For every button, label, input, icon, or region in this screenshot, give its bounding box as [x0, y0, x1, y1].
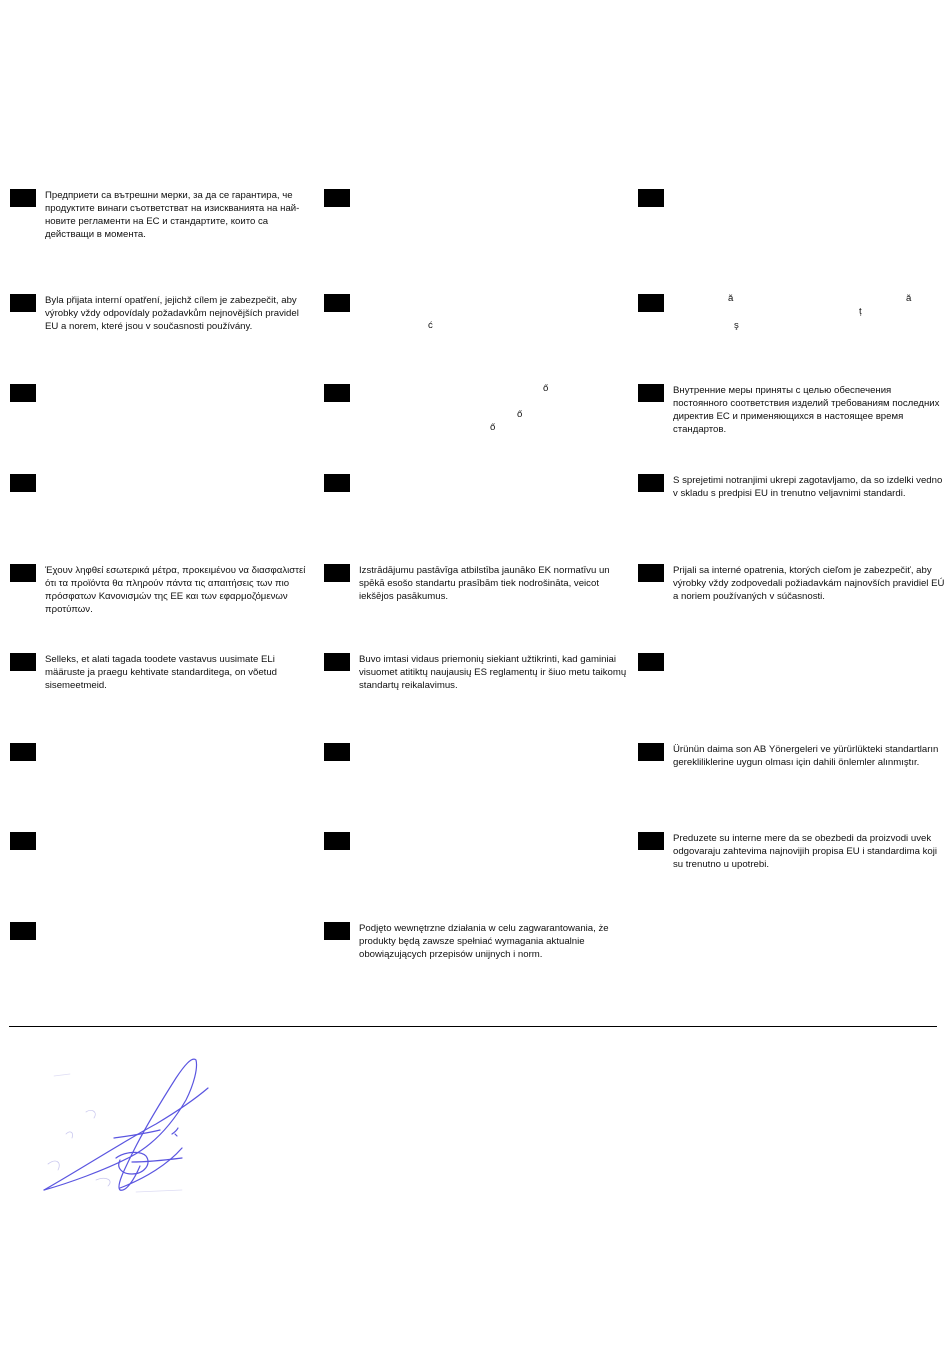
- text-fragment: ő: [490, 422, 496, 433]
- text-fragment: ő: [543, 383, 549, 394]
- statement-text: Podjęto wewnętrzne działania w celu zagwarantowania, że produkty będą zawsze spełniać wymagania aktualnie obowiązujących przepisów unijnych i norm.: [359, 923, 609, 960]
- language-code-box: [638, 653, 664, 671]
- handwritten-signature: [36, 1052, 220, 1200]
- language-code-box: [324, 922, 350, 940]
- language-code-box: [324, 743, 350, 761]
- text-fragment: ă: [906, 293, 912, 304]
- statement-text: Byla přijata interní opatření, jejichž cílem je zabezpečit, aby výrobky vždy odpovídaly požadavkům nejnovějších pravidel EU a norem, které jsou v současnosti používány.: [45, 295, 299, 332]
- language-code-box: [324, 474, 350, 492]
- language-code-box: [324, 294, 350, 312]
- language-code-box: [638, 743, 664, 761]
- language-code-box: [10, 384, 36, 402]
- language-code-box: [324, 832, 350, 850]
- text-fragment: ő: [517, 409, 523, 420]
- language-code-box: [638, 294, 664, 312]
- statement-text: Предприети са вътрешни мерки, за да се гарантира, че продуктите винаги съответстват на изискванията на най-новите регламенти на ЕС и стандартите, които са действащи в момента.: [45, 190, 300, 240]
- language-code-box: [324, 189, 350, 207]
- language-code-box: [638, 384, 664, 402]
- language-code-box: [10, 832, 36, 850]
- statement-text: Selleks, et alati tagada toodete vastavus uusimate ELi määruste ja praegu kehtivate standarditega, on võetud sisemeetmeid.: [45, 654, 278, 691]
- statement-text: Preduzete su interne mere da se obezbedi da proizvodi uvek odgovaraju zahtevima najnovijih propisa EU i standardima koji su trenutno u upotrebi.: [673, 833, 937, 870]
- language-code-box: [638, 832, 664, 850]
- language-code-box: [638, 474, 664, 492]
- statement-text: Buvo imtasi vidaus priemonių siekiant užtikrinti, kad gaminiai visuomet atitiktų naujausių ES reglamentų ir šiuo metu taikomų standartų reikalavimus.: [359, 654, 627, 691]
- language-code-box: [10, 653, 36, 671]
- language-code-box: [324, 653, 350, 671]
- statement-text: S sprejetimi notranjimi ukrepi zagotavljamo, da so izdelki vedno v skladu s predpisi EU in trenutno veljavnimi standardi.: [673, 475, 943, 499]
- statement-text: Έχουν ληφθεί εσωτερικά μέτρα, προκειμένου να διασφαλιστεί ότι τα προϊόντα θα πληρούν πάντα τις απαιτήσεις των πιο πρόσφατων Κανονισμών της ΕΕ και των εφαρμοζόμενων προτύπων.: [45, 565, 306, 615]
- language-code-box: [324, 564, 350, 582]
- text-fragment: ă: [728, 293, 734, 304]
- statement-text: Внутренние меры приняты с целью обеспечения постоянного соответствия изделий требованиям последних директив ЕС и применяющихся в настоящее время стандартов.: [673, 385, 940, 435]
- language-code-box: [10, 189, 36, 207]
- language-code-box: [638, 189, 664, 207]
- text-fragment: ț: [859, 306, 862, 317]
- statement-text: Prijali sa interné opatrenia, ktorých cieľom je zabezpečiť, aby výrobky vždy zodpovedali požiadavkám najnovších pravidiel EÚ a noriem používaných v súčasnosti.: [673, 565, 945, 602]
- language-code-box: [10, 922, 36, 940]
- language-code-box: [10, 294, 36, 312]
- statement-text: Izstrādājumu pastāvīga atbilstība jaunāko EK normatīvu un spēkā esošo standartu prasībām tiek nodrošināta, veicot iekšējos pasākumus.: [359, 565, 610, 602]
- language-code-box: [10, 474, 36, 492]
- language-code-box: [324, 384, 350, 402]
- language-code-box: [10, 564, 36, 582]
- text-fragment: ş: [734, 320, 739, 331]
- statement-text: Ürünün daima son AB Yönergeleri ve yürürlükteki standartların gerekliliklerine uygun olması için dahili önlemler alınmıştır.: [673, 744, 939, 768]
- language-code-box: [10, 743, 36, 761]
- language-code-box: [638, 564, 664, 582]
- text-fragment: ć: [428, 320, 433, 331]
- divider-line: [9, 1026, 937, 1027]
